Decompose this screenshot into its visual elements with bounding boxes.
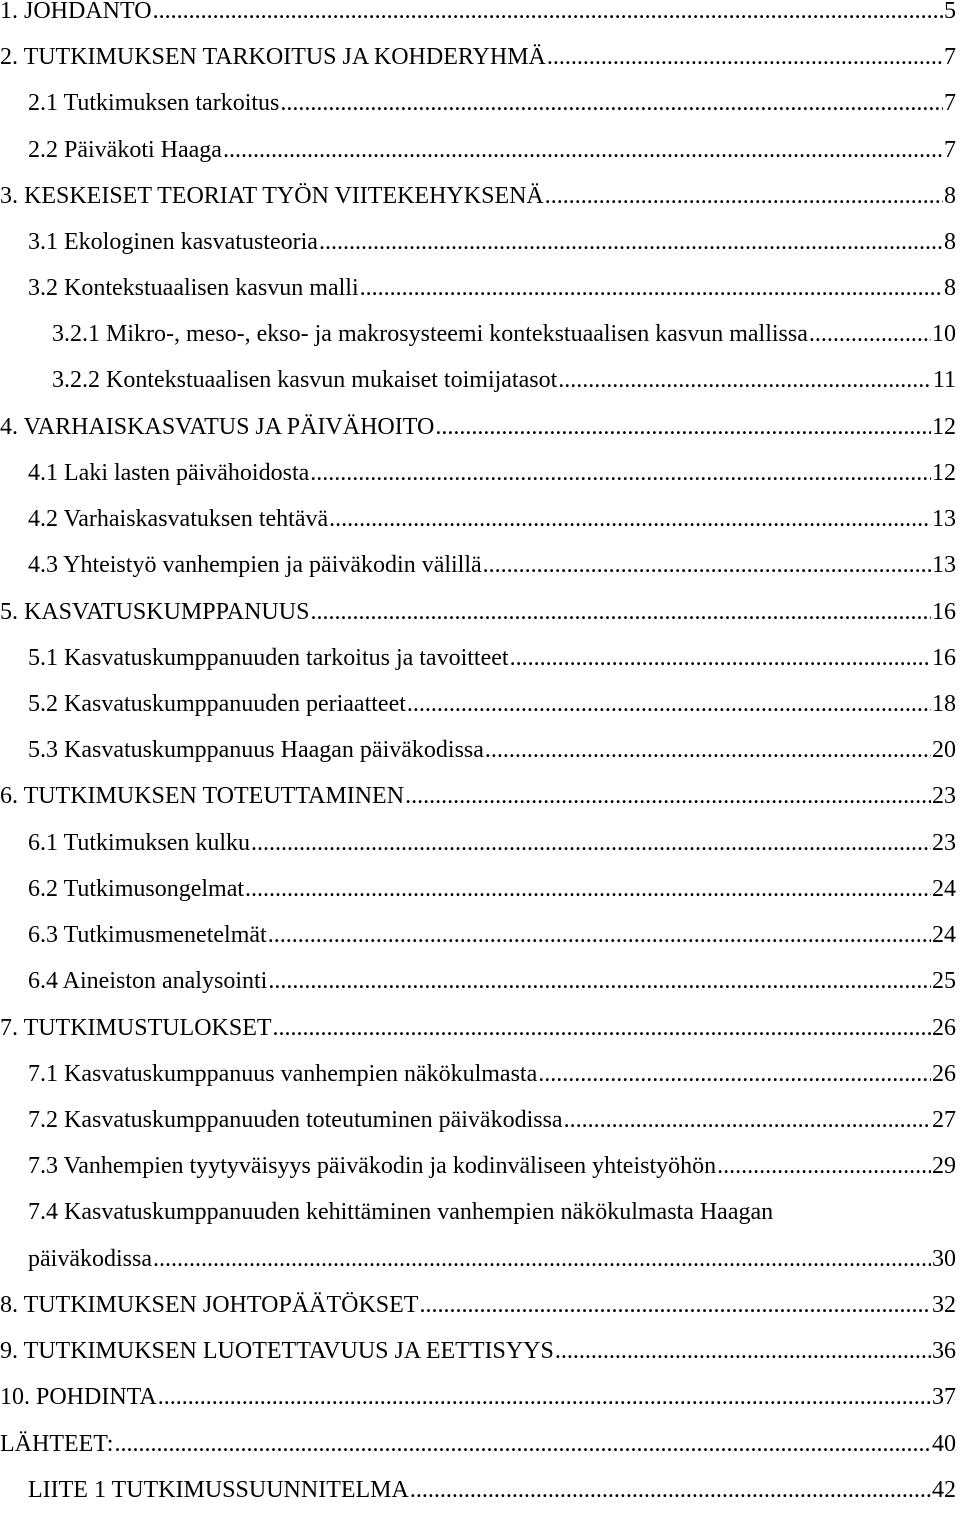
toc-entry[interactable]	[0, 412, 956, 442]
toc-leader-dots	[407, 689, 931, 719]
toc-entry[interactable]	[0, 0, 956, 26]
toc-entry-page: 30	[932, 1246, 956, 1272]
toc-leader-dots	[251, 828, 931, 858]
toc-leader-dots	[319, 227, 943, 257]
toc-entry-page: 12	[932, 414, 956, 440]
toc-entry-label: 2.1 Tutkimuksen tarkoitus	[28, 90, 280, 116]
toc-entry-page: 20	[932, 737, 956, 763]
toc-leader-dots	[153, 0, 943, 26]
toc-entry-label: 2. TUTKIMUKSEN TARKOITUS JA KOHDERYHMÄ	[0, 44, 546, 70]
toc-entry[interactable]	[28, 550, 956, 580]
toc-entry-label: 6.2 Tutkimusongelmat	[28, 876, 245, 902]
toc-entry-label: 1. JOHDANTO	[0, 0, 152, 24]
toc-entry-page: 7	[944, 137, 956, 163]
toc-entry-page: 11	[932, 367, 956, 393]
toc-entry-page: 10	[932, 321, 956, 347]
toc-entry-label: 7.3 Vanhempien tyytyväisyys päiväkodin ja kodinväliseen yhteistyöhön	[28, 1153, 717, 1179]
toc-entry-label: 7.1 Kasvatuskumppanuus vanhempien näkökulmasta	[28, 1061, 538, 1087]
toc-entry-label: 5.3 Kasvatuskumppanuus Haagan päiväkodissa	[28, 737, 484, 763]
toc-leader-dots	[223, 135, 943, 165]
toc-leader-dots	[558, 365, 932, 395]
toc-entry[interactable]	[28, 1059, 956, 1089]
toc-entry-page: 13	[932, 552, 956, 578]
toc-entry-label: 7.4 Kasvatuskumppanuuden kehittäminen vanhempien näkökulmasta Haagan	[28, 1199, 774, 1225]
toc-entry[interactable]	[28, 643, 956, 673]
toc-entry[interactable]	[28, 504, 956, 534]
toc-entry-page: 25	[932, 968, 956, 994]
toc-entry[interactable]	[28, 1151, 956, 1181]
toc-entry[interactable]	[52, 365, 956, 395]
toc-entry[interactable]	[0, 1336, 956, 1366]
toc-entry-label: 7. TUTKIMUSTULOKSET	[0, 1015, 272, 1041]
toc-entry-page: 26	[932, 1061, 956, 1087]
toc-entry-label: 4. VARHAISKASVATUS JA PÄIVÄHOITO	[0, 414, 435, 440]
toc-leader-dots	[547, 42, 943, 72]
toc-entry[interactable]	[28, 874, 956, 904]
toc-entry-page: 12	[932, 460, 956, 486]
toc-entry-label: 10. POHDINTA	[0, 1384, 157, 1410]
toc-entry[interactable]	[28, 135, 956, 165]
toc-entry-page: 18	[932, 691, 956, 717]
toc-entry-label: 4.1 Laki lasten päivähoidosta	[28, 460, 310, 486]
toc-leader-dots	[405, 781, 931, 811]
toc-leader-dots	[280, 88, 943, 118]
toc-leader-dots	[564, 1105, 931, 1135]
toc-entry-page: 8	[944, 183, 956, 209]
toc-leader-dots	[158, 1382, 931, 1412]
toc-entry-page: 16	[932, 645, 956, 671]
toc-entry-label: päiväkodissa	[28, 1246, 152, 1272]
toc-entry-page: 16	[932, 599, 956, 625]
toc-leader-dots	[717, 1151, 931, 1181]
toc-entry-page: 29	[932, 1153, 956, 1179]
toc-entry-page: 42	[932, 1477, 956, 1503]
toc-entry-page: 26	[932, 1015, 956, 1041]
toc-entry[interactable]	[0, 1429, 956, 1459]
toc-leader-dots	[310, 597, 931, 627]
toc-entry-page: 32	[932, 1292, 956, 1318]
toc-entry-label: LÄHTEET:	[0, 1431, 114, 1457]
toc-entry[interactable]	[28, 1197, 956, 1227]
toc-entry[interactable]	[52, 319, 956, 349]
toc-entry-page: 13	[932, 506, 956, 532]
toc-entry[interactable]	[28, 458, 956, 488]
toc-entry-label: 8. TUTKIMUKSEN JOHTOPÄÄTÖKSET	[0, 1292, 419, 1318]
toc-entry-label: LIITE 1 TUTKIMUSSUUNNITELMA	[28, 1477, 409, 1503]
toc-entry-label: 2.2 Päiväkoti Haaga	[28, 137, 222, 163]
toc-leader-dots	[114, 1429, 931, 1459]
toc-leader-dots	[538, 1059, 931, 1089]
toc-leader-dots	[483, 550, 931, 580]
toc-entry-page: 36	[932, 1338, 956, 1364]
toc-entry-label: 3.2.2 Kontekstuaalisen kasvun mukaiset toimijatasot	[52, 367, 558, 393]
toc-entry[interactable]	[28, 1244, 956, 1274]
toc-entry[interactable]	[0, 597, 956, 627]
toc-entry-page: 23	[932, 830, 956, 856]
toc-leader-dots	[545, 181, 943, 211]
toc-entry-label: 4.3 Yhteistyö vanhempien ja päiväkodin välillä	[28, 552, 482, 578]
toc-leader-dots	[360, 273, 943, 303]
toc-entry-label: 5.2 Kasvatuskumppanuuden periaatteet	[28, 691, 406, 717]
toc-entry[interactable]	[28, 920, 956, 950]
toc-entry[interactable]	[28, 966, 956, 996]
toc-entry-page: 27	[932, 1107, 956, 1133]
toc-entry-label: 3.2 Kontekstuaalisen kasvun malli	[28, 275, 359, 301]
toc-entry[interactable]	[28, 273, 956, 303]
toc-leader-dots	[268, 966, 931, 996]
toc-entry-page: 24	[932, 876, 956, 902]
toc-leader-dots	[410, 1475, 931, 1505]
toc-entry-page: 8	[944, 229, 956, 255]
toc-leader-dots	[310, 458, 931, 488]
toc-entry-page: 23	[932, 783, 956, 809]
toc-entry-page: 40	[932, 1431, 956, 1457]
toc-entry[interactable]	[28, 88, 956, 118]
toc-entry[interactable]	[0, 781, 956, 811]
toc-leader-dots	[485, 735, 931, 765]
toc-entry[interactable]	[0, 181, 956, 211]
toc-leader-dots	[555, 1336, 931, 1366]
toc-entry-label: 4.2 Varhaiskasvatuksen tehtävä	[28, 506, 329, 532]
toc-entry[interactable]	[0, 1013, 956, 1043]
toc-leader-dots	[268, 920, 931, 950]
toc-entry[interactable]	[28, 689, 956, 719]
toc-entry-label: 3. KESKEISET TEORIAT TYÖN VIITEKEHYKSENÄ	[0, 183, 544, 209]
toc-entry-label: 3.1 Ekologinen kasvatusteoria	[28, 229, 318, 255]
toc-leader-dots	[273, 1013, 931, 1043]
toc-entry-page: 7	[944, 44, 956, 70]
toc-entry[interactable]	[28, 1105, 956, 1135]
toc-entry-label: 6.1 Tutkimuksen kulku	[28, 830, 251, 856]
toc-entry[interactable]	[28, 1475, 956, 1505]
toc-entry[interactable]	[0, 1382, 956, 1412]
toc-entry-label: 5. KASVATUSKUMPPANUUS	[0, 599, 310, 625]
toc-leader-dots	[419, 1290, 931, 1320]
toc-leader-dots	[153, 1244, 931, 1274]
toc-entry[interactable]	[28, 735, 956, 765]
toc-entry[interactable]	[28, 227, 956, 257]
toc-leader-dots	[245, 874, 931, 904]
toc-entry-label: 6.3 Tutkimusmenetelmät	[28, 922, 267, 948]
toc-entry-page: 8	[944, 275, 956, 301]
toc-entry-label: 9. TUTKIMUKSEN LUOTETTAVUUS JA EETTISYYS	[0, 1338, 554, 1364]
toc-entry-label: 3.2.1 Mikro-, meso-, ekso- ja makrosysteemi kontekstuaalisen kasvun mallissa	[52, 321, 808, 347]
toc-leader-dots	[435, 412, 931, 442]
toc-entry[interactable]	[28, 828, 956, 858]
toc-leader-dots	[510, 643, 931, 673]
toc-entry[interactable]	[0, 42, 956, 72]
toc-entry-label: 5.1 Kasvatuskumppanuuden tarkoitus ja tavoitteet	[28, 645, 509, 671]
toc-entry-page: 24	[932, 922, 956, 948]
toc-entry[interactable]	[0, 1290, 956, 1320]
toc-entry-page: 5	[944, 0, 956, 24]
toc-leader-dots	[329, 504, 931, 534]
toc-entry-label: 6. TUTKIMUKSEN TOTEUTTAMINEN	[0, 783, 405, 809]
toc-entry-page: 37	[932, 1384, 956, 1410]
toc-entry-page: 7	[944, 90, 956, 116]
toc-entry-label: 7.2 Kasvatuskumppanuuden toteutuminen päiväkodissa	[28, 1107, 563, 1133]
toc-leader-dots	[809, 319, 931, 349]
toc-entry-label: 6.4 Aineiston analysointi	[28, 968, 268, 994]
